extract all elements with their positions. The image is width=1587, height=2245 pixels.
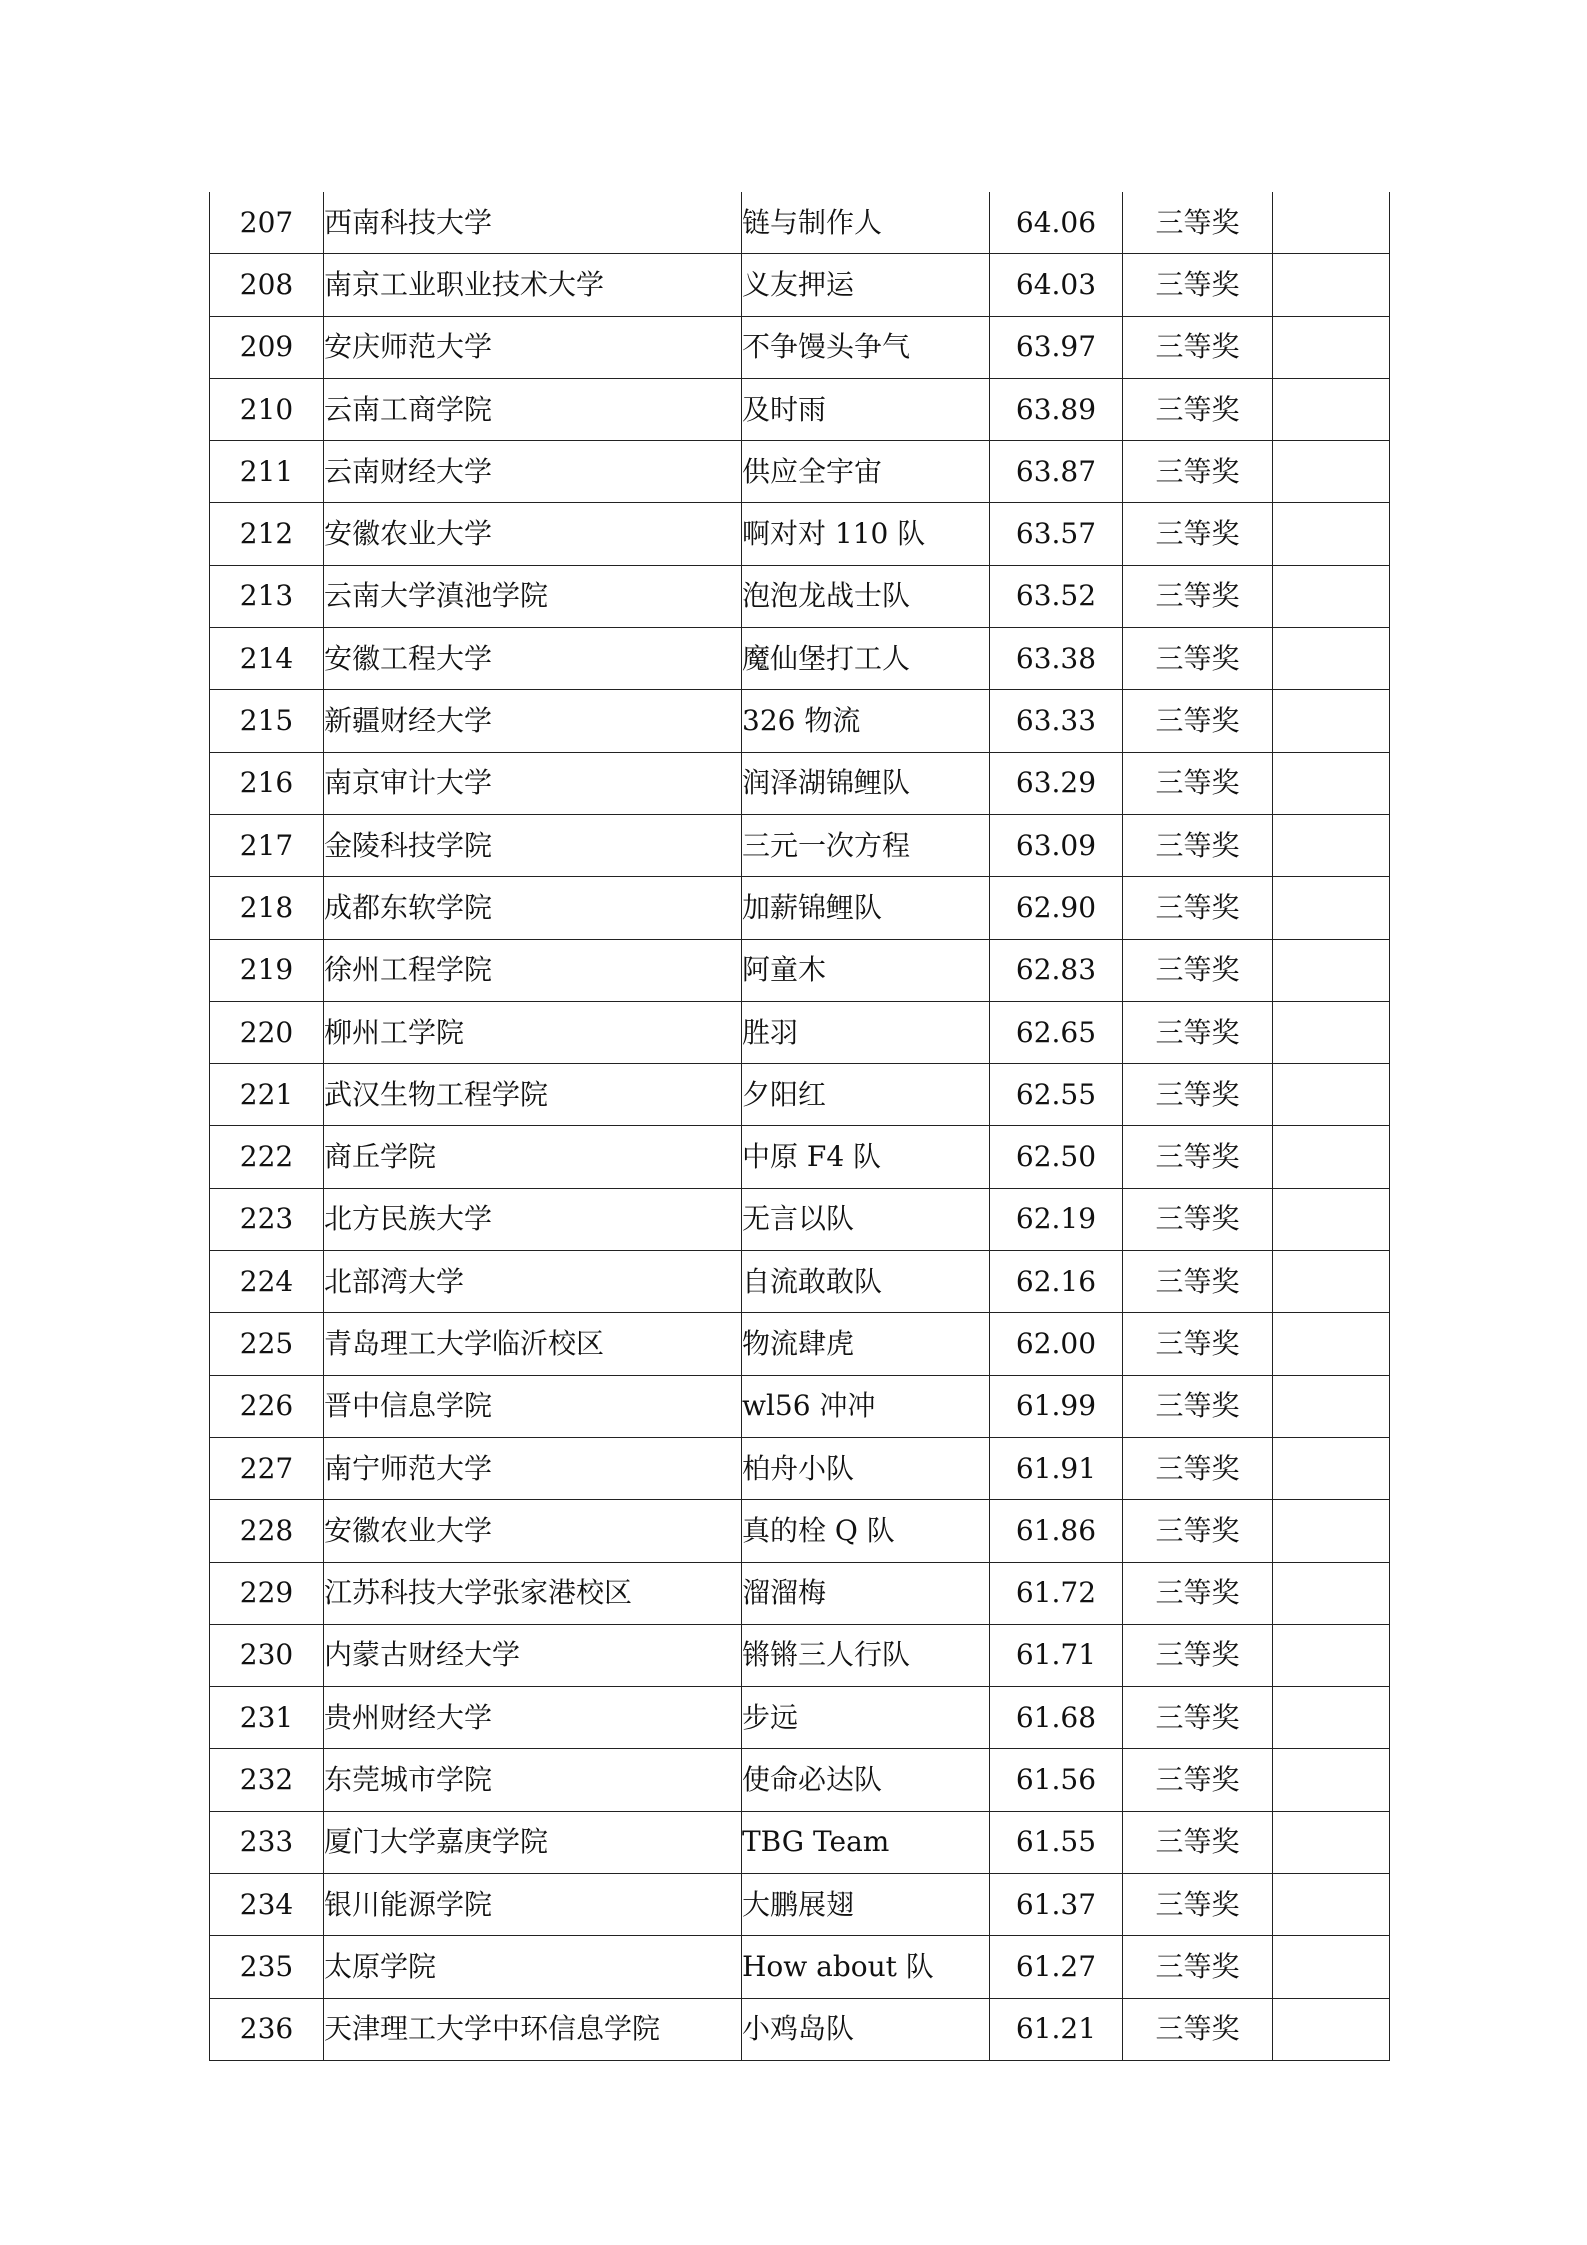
score-cell: 61.56 (990, 1749, 1123, 1811)
school-cell: 武汉生物工程学院 (324, 1064, 742, 1126)
rank-cell: 207 (210, 192, 324, 254)
team-cell: 柏舟小队 (742, 1437, 990, 1499)
rank-cell: 231 (210, 1687, 324, 1749)
award-cell: 三等奖 (1123, 939, 1273, 1001)
note-cell (1273, 378, 1390, 440)
table-row (210, 1188, 1390, 1250)
team-cell: 真的栓 Q 队 (742, 1500, 990, 1562)
note-cell (1273, 1126, 1390, 1188)
note-cell (1273, 1624, 1390, 1686)
award-cell: 三等奖 (1123, 1562, 1273, 1624)
team-cell: 加薪锦鲤队 (742, 877, 990, 939)
school-cell: 徐州工程学院 (324, 939, 742, 1001)
award-cell: 三等奖 (1123, 565, 1273, 627)
school-cell: 新疆财经大学 (324, 690, 742, 752)
award-cell: 三等奖 (1123, 814, 1273, 876)
rank-cell: 224 (210, 1251, 324, 1313)
rank-cell: 223 (210, 1188, 324, 1250)
team-cell: 阿童木 (742, 939, 990, 1001)
team-cell: 胜羽 (742, 1001, 990, 1063)
school-cell: 南京审计大学 (324, 752, 742, 814)
table-row (210, 316, 1390, 378)
award-cell: 三等奖 (1123, 1624, 1273, 1686)
table-row (210, 1936, 1390, 1998)
award-cell: 三等奖 (1123, 752, 1273, 814)
note-cell (1273, 1749, 1390, 1811)
school-cell: 安徽农业大学 (324, 1500, 742, 1562)
award-cell: 三等奖 (1123, 628, 1273, 690)
school-cell: 银川能源学院 (324, 1874, 742, 1936)
score-cell: 62.65 (990, 1001, 1123, 1063)
rank-cell: 220 (210, 1001, 324, 1063)
school-cell: 青岛理工大学临沂校区 (324, 1313, 742, 1375)
score-cell: 61.37 (990, 1874, 1123, 1936)
score-cell: 62.16 (990, 1251, 1123, 1313)
school-cell: 安徽农业大学 (324, 503, 742, 565)
team-cell: 小鸡岛队 (742, 1998, 990, 2060)
score-cell: 63.97 (990, 316, 1123, 378)
rank-cell: 215 (210, 690, 324, 752)
rank-cell: 210 (210, 378, 324, 440)
table-row (210, 1874, 1390, 1936)
team-cell: 及时雨 (742, 378, 990, 440)
note-cell (1273, 1437, 1390, 1499)
note-cell (1273, 752, 1390, 814)
score-cell: 62.19 (990, 1188, 1123, 1250)
results-table-body (210, 192, 1390, 2060)
note-cell (1273, 1375, 1390, 1437)
table-row (210, 192, 1390, 254)
score-cell: 61.68 (990, 1687, 1123, 1749)
score-cell: 63.33 (990, 690, 1123, 752)
score-cell: 62.55 (990, 1064, 1123, 1126)
school-cell: 天津理工大学中环信息学院 (324, 1998, 742, 2060)
team-cell: 义友押运 (742, 254, 990, 316)
team-cell: 326 物流 (742, 690, 990, 752)
team-cell: 物流肆虎 (742, 1313, 990, 1375)
award-cell: 三等奖 (1123, 1126, 1273, 1188)
table-row (210, 254, 1390, 316)
school-cell: 商丘学院 (324, 1126, 742, 1188)
team-cell: 不争馒头争气 (742, 316, 990, 378)
rank-cell: 235 (210, 1936, 324, 1998)
note-cell (1273, 1064, 1390, 1126)
note-cell (1273, 254, 1390, 316)
school-cell: 云南工商学院 (324, 378, 742, 440)
team-cell: 夕阳红 (742, 1064, 990, 1126)
table-row (210, 1562, 1390, 1624)
rank-cell: 228 (210, 1500, 324, 1562)
table-row (210, 565, 1390, 627)
team-cell: 大鹏展翅 (742, 1874, 990, 1936)
rank-cell: 208 (210, 254, 324, 316)
note-cell (1273, 939, 1390, 1001)
score-cell: 62.90 (990, 877, 1123, 939)
award-cell: 三等奖 (1123, 192, 1273, 254)
score-cell: 61.71 (990, 1624, 1123, 1686)
table-row (210, 1313, 1390, 1375)
rank-cell: 234 (210, 1874, 324, 1936)
award-cell: 三等奖 (1123, 1375, 1273, 1437)
table-row (210, 628, 1390, 690)
table-row (210, 441, 1390, 503)
award-cell: 三等奖 (1123, 378, 1273, 440)
school-cell: 西南科技大学 (324, 192, 742, 254)
award-cell: 三等奖 (1123, 1749, 1273, 1811)
table-row (210, 752, 1390, 814)
award-cell: 三等奖 (1123, 1437, 1273, 1499)
team-cell: 溜溜梅 (742, 1562, 990, 1624)
note-cell (1273, 1936, 1390, 1998)
rank-cell: 230 (210, 1624, 324, 1686)
table-row (210, 503, 1390, 565)
school-cell: 南京工业职业技术大学 (324, 254, 742, 316)
table-row (210, 1001, 1390, 1063)
score-cell: 62.00 (990, 1313, 1123, 1375)
rank-cell: 216 (210, 752, 324, 814)
score-cell: 63.89 (990, 378, 1123, 440)
award-cell: 三等奖 (1123, 503, 1273, 565)
award-cell: 三等奖 (1123, 1064, 1273, 1126)
score-cell: 64.06 (990, 192, 1123, 254)
score-cell: 64.03 (990, 254, 1123, 316)
rank-cell: 212 (210, 503, 324, 565)
team-cell: 自流敢敢队 (742, 1251, 990, 1313)
note-cell (1273, 1811, 1390, 1873)
table-row (210, 1064, 1390, 1126)
school-cell: 安徽工程大学 (324, 628, 742, 690)
table-row (210, 1749, 1390, 1811)
table-row (210, 1998, 1390, 2060)
note-cell (1273, 877, 1390, 939)
school-cell: 晋中信息学院 (324, 1375, 742, 1437)
note-cell (1273, 192, 1390, 254)
school-cell: 南宁师范大学 (324, 1437, 742, 1499)
rank-cell: 217 (210, 814, 324, 876)
school-cell: 江苏科技大学张家港校区 (324, 1562, 742, 1624)
team-cell: 魔仙堡打工人 (742, 628, 990, 690)
score-cell: 61.86 (990, 1500, 1123, 1562)
team-cell: 链与制作人 (742, 192, 990, 254)
note-cell (1273, 814, 1390, 876)
note-cell (1273, 316, 1390, 378)
score-cell: 62.83 (990, 939, 1123, 1001)
table-row (210, 1437, 1390, 1499)
rank-cell: 226 (210, 1375, 324, 1437)
team-cell: 中原 F4 队 (742, 1126, 990, 1188)
table-row (210, 1251, 1390, 1313)
table-row (210, 378, 1390, 440)
note-cell (1273, 1251, 1390, 1313)
score-cell: 61.99 (990, 1375, 1123, 1437)
note-cell (1273, 628, 1390, 690)
note-cell (1273, 1001, 1390, 1063)
rank-cell: 218 (210, 877, 324, 939)
team-cell: 泡泡龙战士队 (742, 565, 990, 627)
score-cell: 63.09 (990, 814, 1123, 876)
award-cell: 三等奖 (1123, 254, 1273, 316)
table-row (210, 1126, 1390, 1188)
team-cell: 步远 (742, 1687, 990, 1749)
team-cell: 使命必达队 (742, 1749, 990, 1811)
note-cell (1273, 1562, 1390, 1624)
award-cell: 三等奖 (1123, 1313, 1273, 1375)
note-cell (1273, 690, 1390, 752)
award-cell: 三等奖 (1123, 1001, 1273, 1063)
team-cell: 润泽湖锦鲤队 (742, 752, 990, 814)
table-row (210, 690, 1390, 752)
note-cell (1273, 441, 1390, 503)
team-cell: How about 队 (742, 1936, 990, 1998)
award-cell: 三等奖 (1123, 1811, 1273, 1873)
school-cell: 内蒙古财经大学 (324, 1624, 742, 1686)
school-cell: 北方民族大学 (324, 1188, 742, 1250)
table-row (210, 1811, 1390, 1873)
school-cell: 厦门大学嘉庚学院 (324, 1811, 742, 1873)
school-cell: 云南财经大学 (324, 441, 742, 503)
rank-cell: 225 (210, 1313, 324, 1375)
score-cell: 63.87 (990, 441, 1123, 503)
award-cell: 三等奖 (1123, 690, 1273, 752)
award-cell: 三等奖 (1123, 1500, 1273, 1562)
school-cell: 金陵科技学院 (324, 814, 742, 876)
table-row (210, 814, 1390, 876)
results-table (209, 192, 1390, 2061)
team-cell: 锵锵三人行队 (742, 1624, 990, 1686)
note-cell (1273, 565, 1390, 627)
team-cell: 供应全宇宙 (742, 441, 990, 503)
school-cell: 东莞城市学院 (324, 1749, 742, 1811)
score-cell: 63.57 (990, 503, 1123, 565)
score-cell: 62.50 (990, 1126, 1123, 1188)
note-cell (1273, 1687, 1390, 1749)
team-cell: wl56 冲冲 (742, 1375, 990, 1437)
note-cell (1273, 1313, 1390, 1375)
team-cell: 啊对对 110 队 (742, 503, 990, 565)
table-row (210, 939, 1390, 1001)
school-cell: 柳州工学院 (324, 1001, 742, 1063)
school-cell: 成都东软学院 (324, 877, 742, 939)
note-cell (1273, 1500, 1390, 1562)
note-cell (1273, 1874, 1390, 1936)
award-cell: 三等奖 (1123, 1687, 1273, 1749)
award-cell: 三等奖 (1123, 1188, 1273, 1250)
note-cell (1273, 503, 1390, 565)
score-cell: 61.21 (990, 1998, 1123, 2060)
award-cell: 三等奖 (1123, 1251, 1273, 1313)
award-cell: 三等奖 (1123, 441, 1273, 503)
table-row (210, 1375, 1390, 1437)
award-cell: 三等奖 (1123, 1874, 1273, 1936)
note-cell (1273, 1188, 1390, 1250)
rank-cell: 232 (210, 1749, 324, 1811)
rank-cell: 229 (210, 1562, 324, 1624)
award-cell: 三等奖 (1123, 877, 1273, 939)
rank-cell: 211 (210, 441, 324, 503)
award-cell: 三等奖 (1123, 1998, 1273, 2060)
table-row (210, 1687, 1390, 1749)
table-row (210, 1500, 1390, 1562)
school-cell: 安庆师范大学 (324, 316, 742, 378)
rank-cell: 236 (210, 1998, 324, 2060)
rank-cell: 213 (210, 565, 324, 627)
table-row (210, 877, 1390, 939)
rank-cell: 233 (210, 1811, 324, 1873)
rank-cell: 227 (210, 1437, 324, 1499)
score-cell: 63.29 (990, 752, 1123, 814)
school-cell: 太原学院 (324, 1936, 742, 1998)
team-cell: TBG Team (742, 1811, 990, 1873)
rank-cell: 214 (210, 628, 324, 690)
school-cell: 贵州财经大学 (324, 1687, 742, 1749)
score-cell: 61.55 (990, 1811, 1123, 1873)
rank-cell: 221 (210, 1064, 324, 1126)
team-cell: 三元一次方程 (742, 814, 990, 876)
rank-cell: 222 (210, 1126, 324, 1188)
score-cell: 61.27 (990, 1936, 1123, 1998)
award-cell: 三等奖 (1123, 1936, 1273, 1998)
team-cell: 无言以队 (742, 1188, 990, 1250)
score-cell: 61.72 (990, 1562, 1123, 1624)
score-cell: 63.38 (990, 628, 1123, 690)
school-cell: 北部湾大学 (324, 1251, 742, 1313)
table-row (210, 1624, 1390, 1686)
score-cell: 61.91 (990, 1437, 1123, 1499)
score-cell: 63.52 (990, 565, 1123, 627)
rank-cell: 219 (210, 939, 324, 1001)
award-cell: 三等奖 (1123, 316, 1273, 378)
school-cell: 云南大学滇池学院 (324, 565, 742, 627)
note-cell (1273, 1998, 1390, 2060)
rank-cell: 209 (210, 316, 324, 378)
